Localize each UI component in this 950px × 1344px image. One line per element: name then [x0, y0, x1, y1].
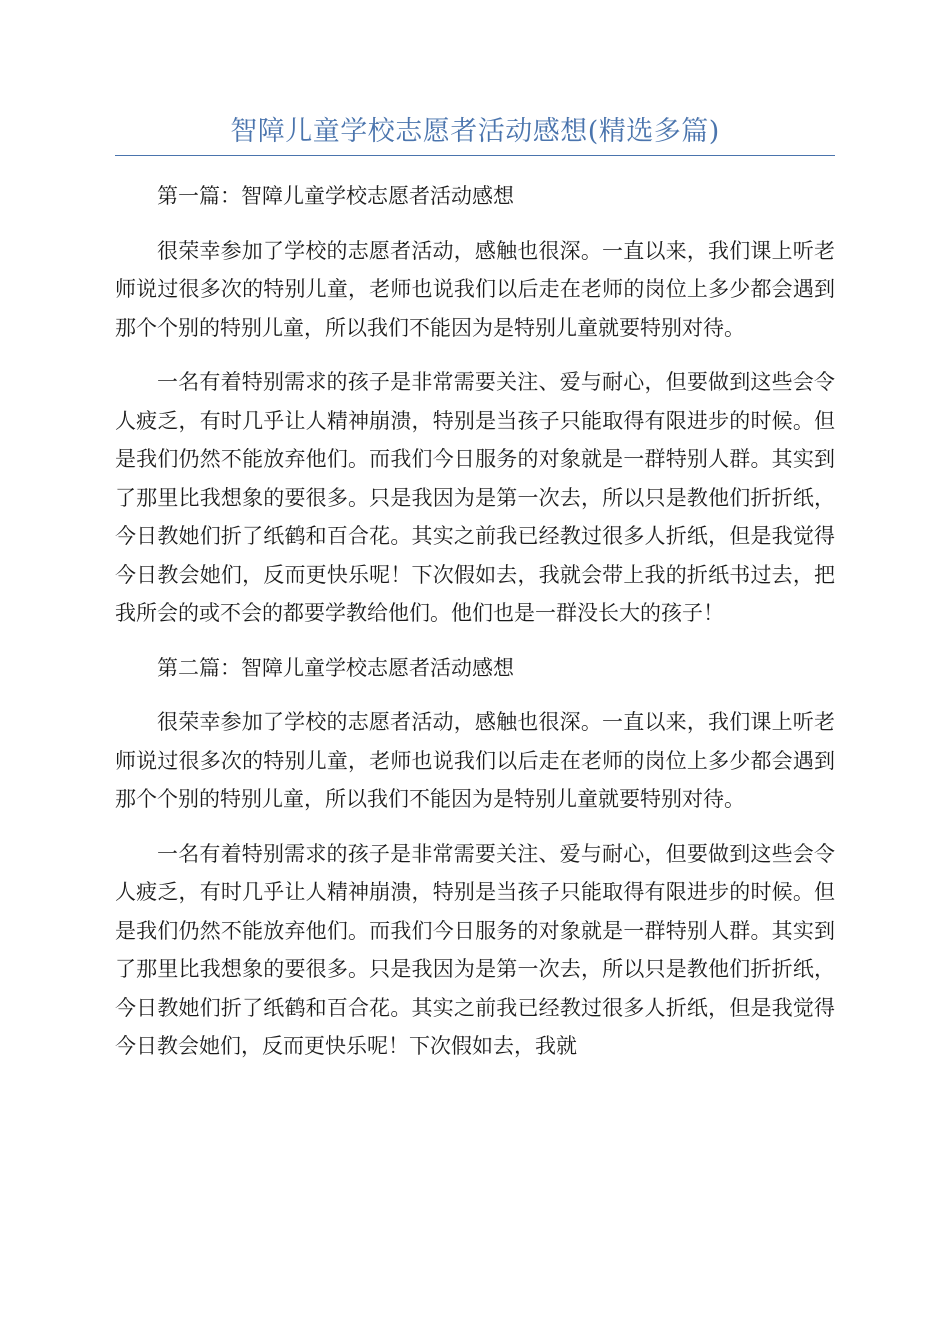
section-1-heading: 第一篇：智障儿童学校志愿者活动感想	[157, 184, 514, 208]
document-title: 智障儿童学校志愿者活动感想(精选多篇)	[230, 116, 720, 147]
document-body	[115, 177, 835, 1082]
section-1-paragraph-2: 一名有着特别需求的孩子是非常需要关注、爱与耐心，但要做到这些会令人疲乏，有时几乎让人精神崩溃，特别是当孩子只能取得有限进步的时候。但是我们仍然不能放弃他们。而我们今日服务的对象就是一群特别人群。其实到了那里比我想象的要很多。只是我因为是第一次去，所以只是教他们折折纸，今日教她们折了纸鹤和百合花。其实之前我已经教过很多人折纸，但是我觉得今日教会她们，反而更快乐呢！下次假如去，我就会带上我的折纸书过去，把我所会的或不会的都要学教给他们。他们也是一群没长大的孩子！	[115, 370, 835, 625]
section-2-paragraph-2: 一名有着特别需求的孩子是非常需要关注、爱与耐心，但要做到这些会令人疲乏，有时几乎让人精神崩溃，特别是当孩子只能取得有限进步的时候。但是我们仍然不能放弃他们。而我们今日服务的对象就是一群特别人群。其实到了那里比我想象的要很多。只是我因为是第一次去，所以只是教他们折折纸，今日教她们折了纸鹤和百合花。其实之前我已经教过很多人折纸，但是我觉得今日教会她们，反而更快乐呢！下次假如去，我就	[115, 841, 835, 1058]
section-2-heading: 第二篇：智障儿童学校志愿者活动感想	[157, 655, 514, 680]
title-underline	[115, 155, 835, 156]
section-2-paragraph-1: 很荣幸参加了学校的志愿者活动，感触也很深。一直以来，我们课上听老师说过很多次的特别儿童，老师也说我们以后走在老师的岗位上多少都会遇到那个个别的特别儿童，所以我们不能因为是特别儿童就要特别对待。	[115, 710, 835, 811]
section-1-paragraph-1: 很荣幸参加了学校的志愿者活动，感触也很深。一直以来，我们课上听老师说过很多次的特别儿童，老师也说我们以后走在老师的岗位上多少都会遇到那个个别的特别儿童，所以我们不能因为是特别儿童就要特别对待。	[115, 238, 835, 340]
